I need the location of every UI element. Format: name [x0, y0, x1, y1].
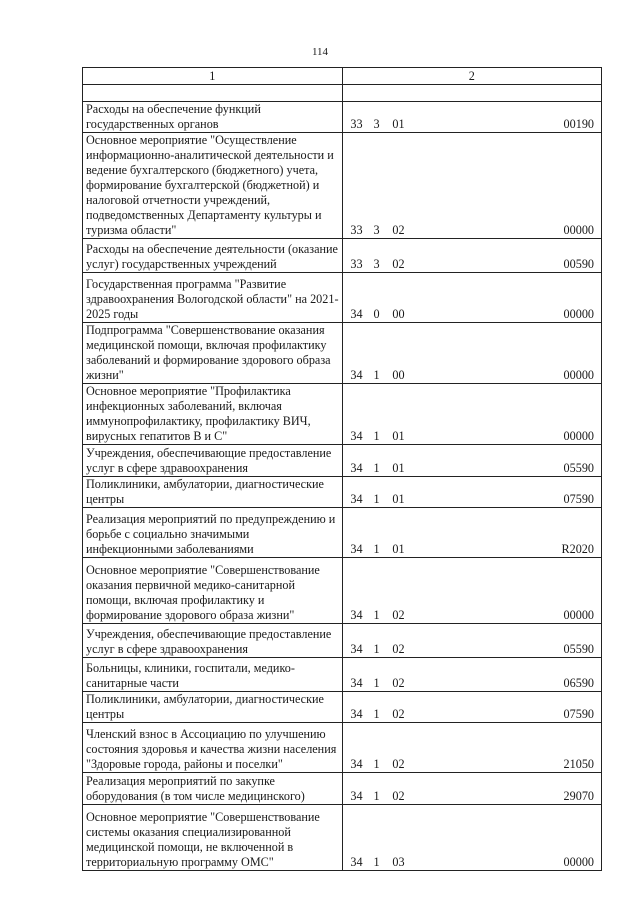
header-col-1: 1 [83, 68, 343, 85]
code-part-3: 02 [392, 642, 405, 656]
code-part-3: 02 [392, 707, 405, 721]
table-row [83, 658, 602, 692]
code-part-1: 34 [350, 707, 363, 721]
code-part-2: 1 [373, 429, 380, 443]
code-part-1: 34 [350, 461, 363, 475]
code-part-2: 1 [373, 855, 380, 869]
row-description: Основное мероприятие "Профилактика инфекционных заболеваний, включая иммунопрофилактику, профилактику ВИЧ, вирусных гепатитов В и С" [83, 384, 343, 445]
code-part-1: 34 [350, 368, 363, 382]
code-part-2: 3 [373, 257, 380, 271]
code-part-4: 00000 [563, 429, 594, 443]
row-code [342, 102, 602, 133]
code-part-2: 1 [373, 707, 380, 721]
code-part-2: 1 [373, 608, 380, 622]
row-description: Поликлиники, амбулатории, диагностические центры [83, 477, 343, 508]
code-part-4: 29070 [563, 789, 594, 803]
code-part-2: 1 [373, 492, 380, 506]
code-part-4: 00000 [563, 855, 594, 869]
row-code [342, 384, 602, 445]
code-part-1: 34 [350, 855, 363, 869]
code-part-1: 34 [350, 789, 363, 803]
code-part-2: 1 [373, 676, 380, 690]
code-part-4: 00000 [563, 307, 594, 321]
code-part-2: 3 [373, 223, 380, 237]
code-part-4: 00000 [563, 368, 594, 382]
code-part-1: 34 [350, 676, 363, 690]
code-part-3: 02 [392, 789, 405, 803]
code-part-1: 34 [350, 642, 363, 656]
table-row [83, 773, 602, 805]
table-row [83, 723, 602, 773]
code-part-3: 01 [392, 429, 405, 443]
row-code [342, 273, 602, 323]
code-part-1: 34 [350, 307, 363, 321]
row-code [342, 445, 602, 477]
table-row [83, 558, 602, 624]
table-row [83, 624, 602, 658]
page-number: 114 [311, 46, 329, 58]
code-part-4: 21050 [563, 757, 594, 771]
row-description: Основное мероприятие "Совершенствование оказания первичной медико-санитарной помощи, включая профилактику и формирование здорового образа жизни" [83, 558, 343, 624]
code-part-3: 01 [392, 461, 405, 475]
code-part-4: 07590 [563, 707, 594, 721]
table-spacer-row [83, 85, 602, 102]
code-part-4: 00000 [563, 223, 594, 237]
code-part-4: 05590 [563, 642, 594, 656]
row-description: Членский взнос в Ассоциацию по улучшению состояния здоровья и качества жизни населения "Здоровые города, районы и поселки" [83, 723, 343, 773]
row-code [342, 477, 602, 508]
code-part-2: 1 [373, 368, 380, 382]
code-part-4: 00000 [563, 608, 594, 622]
code-part-1: 34 [350, 757, 363, 771]
table-row [83, 477, 602, 508]
row-code [342, 773, 602, 805]
code-part-3: 02 [392, 608, 405, 622]
header-col-2: 2 [342, 68, 602, 85]
row-code [342, 692, 602, 723]
table-row [83, 133, 602, 239]
code-part-1: 34 [350, 429, 363, 443]
table-row [83, 102, 602, 133]
row-code [342, 508, 602, 558]
code-part-3: 01 [392, 117, 405, 131]
code-part-3: 02 [392, 223, 405, 237]
code-part-2: 1 [373, 642, 380, 656]
code-part-4: 05590 [563, 461, 594, 475]
row-code [342, 624, 602, 658]
code-part-3: 00 [392, 368, 405, 382]
code-part-2: 1 [373, 461, 380, 475]
code-part-2: 0 [373, 307, 380, 321]
code-part-3: 01 [392, 542, 405, 556]
row-code [342, 323, 602, 384]
code-part-4: R2020 [561, 542, 594, 556]
row-description: Государственная программа "Развитие здравоохранения Вологодской области" на 2021-2025 годы [83, 273, 343, 323]
table-header-row [83, 68, 602, 85]
row-description: Подпрограмма "Совершенствование оказания медицинской помощи, включая профилактику заболеваний и формирование здорового образа жизни" [83, 323, 343, 384]
code-part-2: 3 [373, 117, 380, 131]
table-row [83, 508, 602, 558]
row-description: Основное мероприятие "Совершенствование системы оказания специализированной медицинской помощи, не включенной в территориальную программу ОМС" [83, 805, 343, 871]
code-part-1: 33 [350, 223, 363, 237]
row-code [342, 239, 602, 273]
code-part-4: 06590 [563, 676, 594, 690]
row-code [342, 805, 602, 871]
code-part-4: 07590 [563, 492, 594, 506]
row-code [342, 658, 602, 692]
code-part-3: 00 [392, 307, 405, 321]
row-code [342, 558, 602, 624]
code-part-3: 02 [392, 757, 405, 771]
row-code [342, 133, 602, 239]
code-part-1: 34 [350, 492, 363, 506]
code-part-3: 01 [392, 492, 405, 506]
code-part-4: 00590 [563, 257, 594, 271]
table-row [83, 805, 602, 871]
code-part-1: 33 [350, 257, 363, 271]
table-row [83, 239, 602, 273]
row-description: Основное мероприятие "Осуществление информационно-аналитической деятельности и ведение бухгалтерского (бюджетного) учета, формирование бухгалтерской (бюджетной) и налоговой отчетности учреждений, подведомственных Департаменту культуры и туризма области" [83, 133, 343, 239]
table-row [83, 323, 602, 384]
code-part-3: 02 [392, 676, 405, 690]
code-part-1: 34 [350, 608, 363, 622]
code-part-3: 02 [392, 257, 405, 271]
code-part-2: 1 [373, 542, 380, 556]
row-description: Учреждения, обеспечивающие предоставление услуг в сфере здравоохранения [83, 624, 343, 658]
code-part-1: 34 [350, 542, 363, 556]
row-description: Расходы на обеспечение деятельности (оказание услуг) государственных учреждений [83, 239, 343, 273]
code-part-2: 1 [373, 789, 380, 803]
row-code [342, 723, 602, 773]
row-description: Поликлиники, амбулатории, диагностические центры [83, 692, 343, 723]
table-row [83, 692, 602, 723]
row-description: Реализация мероприятий по закупке оборудования (в том числе медицинского) [83, 773, 343, 805]
row-description: Расходы на обеспечение функций государственных органов [83, 102, 343, 133]
table-body [83, 102, 602, 871]
row-description: Учреждения, обеспечивающие предоставление услуг в сфере здравоохранения [83, 445, 343, 477]
code-part-1: 33 [350, 117, 363, 131]
table-row [83, 273, 602, 323]
row-description: Реализация мероприятий по предупреждению и борьбе с социально значимыми инфекционными заболеваниями [83, 508, 343, 558]
row-description: Больницы, клиники, госпитали, медико-санитарные части [83, 658, 343, 692]
budget-table [82, 67, 602, 871]
code-part-4: 00190 [563, 117, 594, 131]
table-row [83, 384, 602, 445]
code-part-3: 03 [392, 855, 405, 869]
code-part-2: 1 [373, 757, 380, 771]
table-row [83, 445, 602, 477]
